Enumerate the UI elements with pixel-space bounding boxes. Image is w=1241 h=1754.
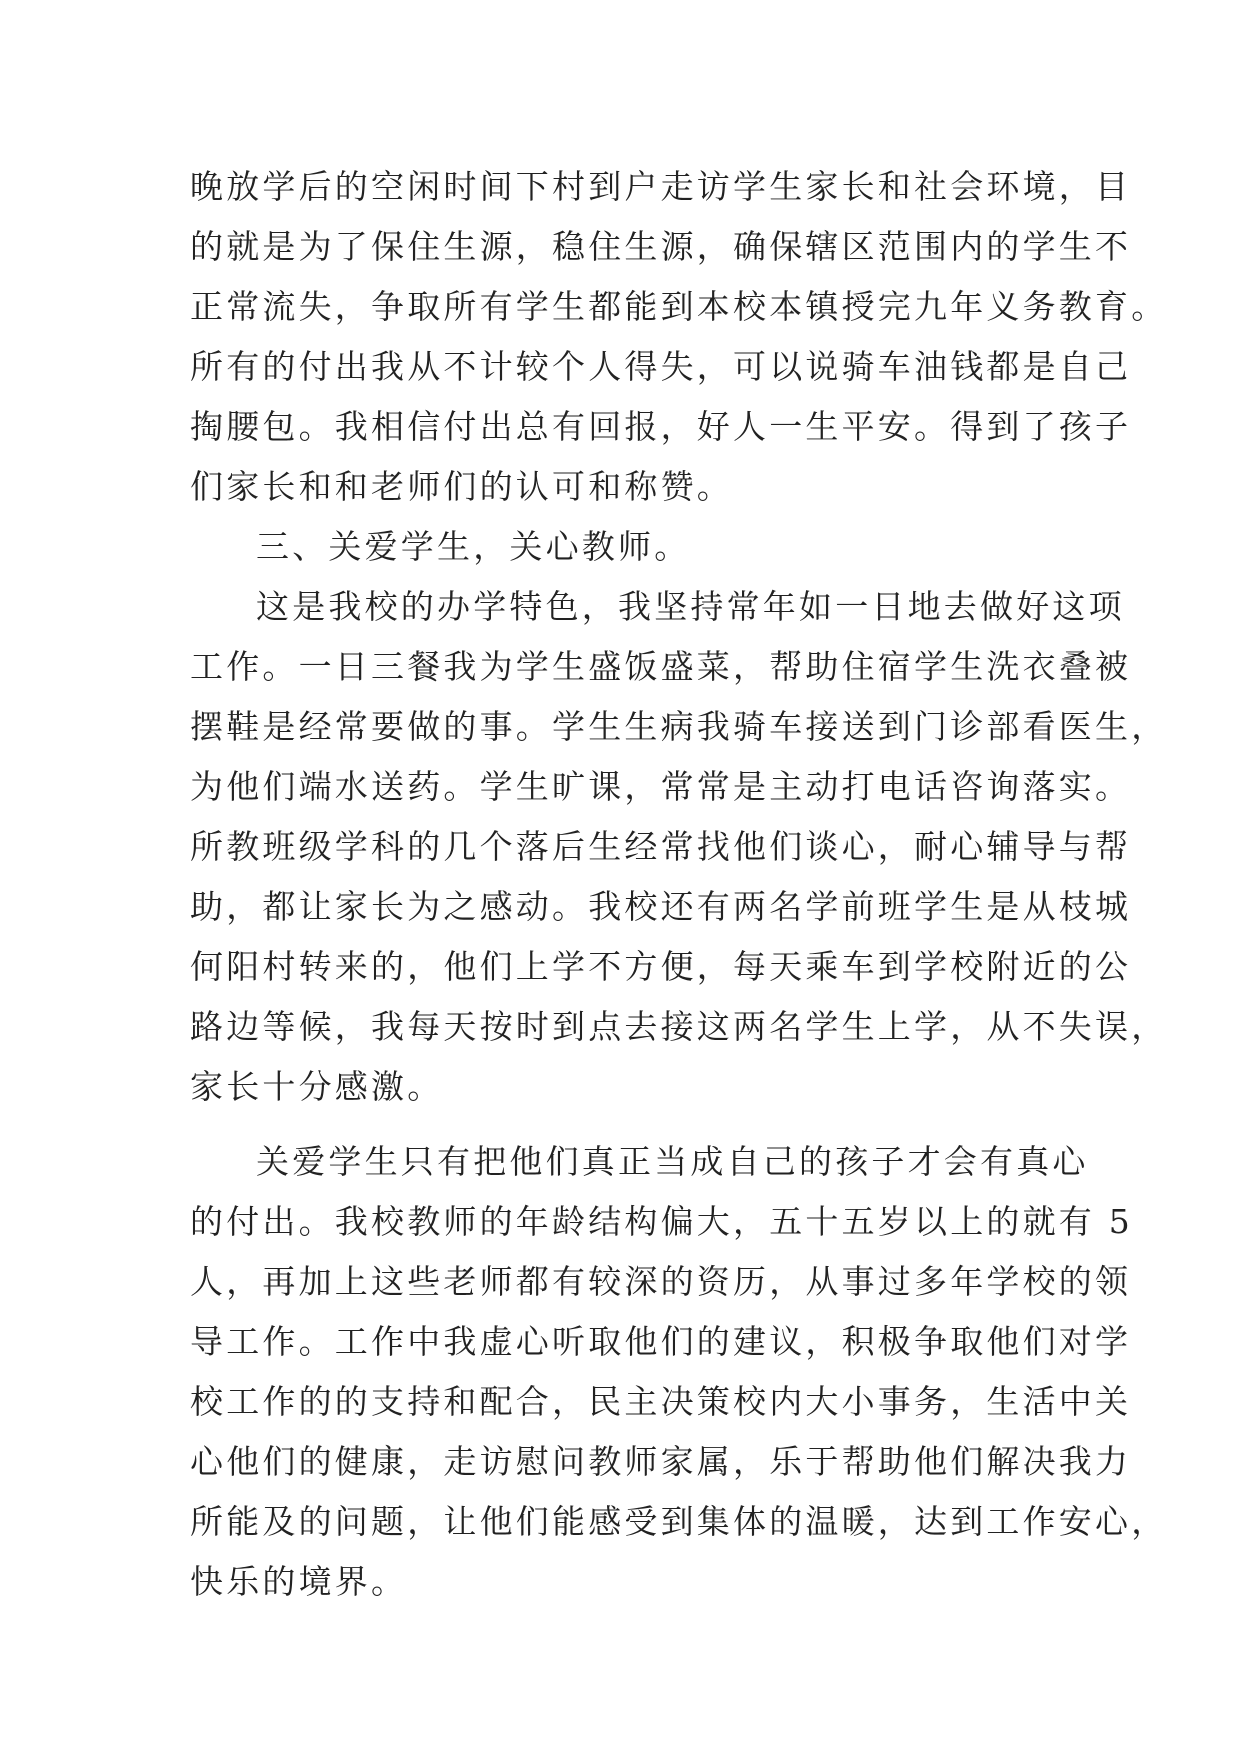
text-line: 晚放学后的空闲时间下村到户走访学生家长和社会环境，目 [190,167,1132,206]
text-line: 助，都让家长为之感动。我校还有两名学前班学生是从枝城 [190,887,1132,926]
text-line: 路边等候，我每天按时到点去接这两名学生上学，从不失误， [190,1007,1168,1046]
text-line: 掏腰包。我相信付出总有回报，好人一生平安。得到了孩子 [190,407,1132,446]
text-line: 为他们端水送药。学生旷课，常常是主动打电话咨询落实。 [190,767,1132,806]
text-line: 心他们的健康，走访慰问教师家属，乐于帮助他们解决我力 [190,1442,1132,1481]
text-line: 所教班级学科的几个落后生经常找他们谈心，耐心辅导与帮 [190,827,1132,866]
text-line: 何阳村转来的，他们上学不方便，每天乘车到学校附近的公 [190,947,1132,986]
text-line: 关爱学生只有把他们真正当成自己的孩子才会有真心 [256,1142,1089,1181]
text-line: 所有的付出我从不计较个人得失，可以说骑车油钱都是自己 [190,347,1132,386]
text-line: 所能及的问题，让他们能感受到集体的温暖，达到工作安心， [190,1502,1168,1541]
text-line: 家长十分感激。 [190,1067,444,1106]
text-line: 的付出。我校教师的年龄结构偏大，五十五岁以上的就有 5 [190,1202,1133,1241]
text-line: 正常流失，争取所有学生都能到本校本镇授完九年义务教育。 [190,287,1168,326]
section-heading: 三、关爱学生，关心教师。 [256,527,691,566]
text-line: 快乐的境界。 [190,1562,408,1601]
text-line: 导工作。工作中我虚心听取他们的建议，积极争取他们对学 [190,1322,1132,1361]
text-line: 人，再加上这些老师都有较深的资历，从事过多年学校的领 [190,1262,1132,1301]
text-line: 这是我校的办学特色，我坚持常年如一日地去做好这项 [256,587,1125,626]
text-line: 摆鞋是经常要做的事。学生生病我骑车接送到门诊部看医生， [190,707,1168,746]
text-line: 的就是为了保住生源，稳住生源，确保辖区范围内的学生不 [190,227,1132,266]
text-line: 们家长和和老师们的认可和称赞。 [190,467,733,506]
text-line: 工作。一日三餐我为学生盛饭盛菜，帮助住宿学生洗衣叠被 [190,647,1132,686]
text-line: 校工作的的支持和配合，民主决策校内大小事务，生活中关 [190,1382,1132,1421]
